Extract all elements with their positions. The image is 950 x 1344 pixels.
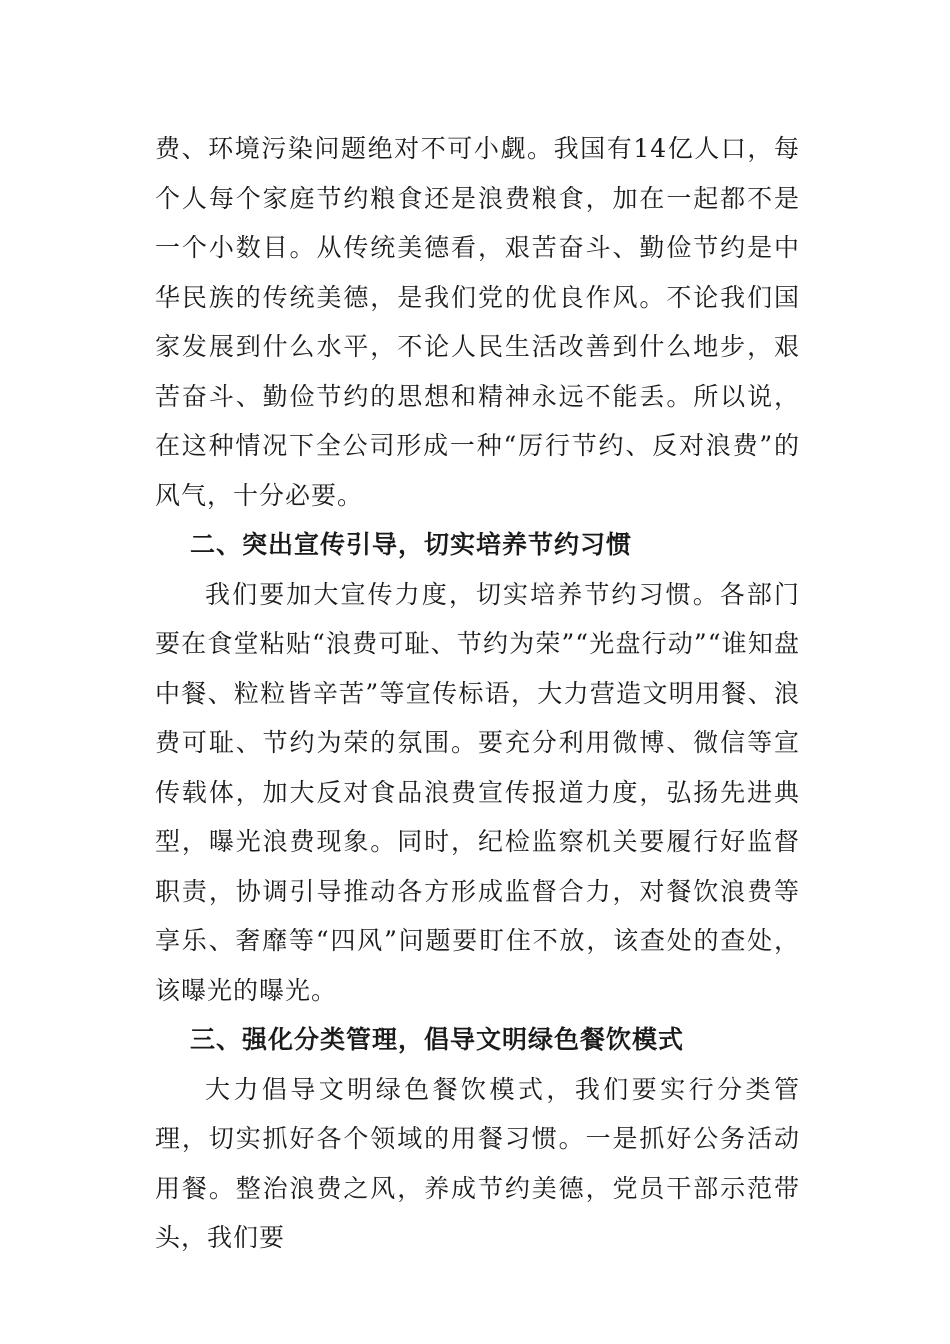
section-heading-3: 三、强化分类管理，倡导文明绿色餐饮模式 bbox=[190, 1025, 685, 1054]
section-heading-2: 二、突出宣传引导，切实培养节约习惯 bbox=[190, 530, 633, 559]
paragraph-section-2: 我们要加大宣传力度，切实培养节约习惯。各部门要在食堂粘贴“浪费可耻、节约为荣”“光盘行动”“谁知盘中餐、粒粒皆辛苦”等宣传标语，大力营造文明用餐、浪费可耻、节约为荣的氛围。要充分利用微博、微信等宣传载体，加大反对食品浪费宣传报道力度，弘扬先进典型，曝光浪费现象。同时，纪检监察机关要履行好监督职责，协调引导推动各方形成监督合力，对餐饮浪费等享乐、奢靡等“四风”问题要盯住不放，该查处的查处，该曝光的曝光。 bbox=[155, 579, 800, 1005]
document-body bbox=[155, 124, 800, 1263]
paragraph-intro-continued: 费、环境污染问题绝对不可小觑。我国有14亿人口，每个人每个家庭节约粮食还是浪费粮食，加在一起都不是一个小数目。从传统美德看，艰苦奋斗、勤俭节约是中华民族的传统美德，是我们党的优良作风。不论我们国家发展到什么水平，不论人民生活改善到什么地步，艰苦奋斗、勤俭节约的思想和精神永远不能丢。所以说，在这种情况下全公司形成一种“厉行节约、反对浪费”的风气，十分必要。 bbox=[155, 134, 800, 510]
paragraph-section-3: 大力倡导文明绿色餐饮模式，我们要实行分类管理，切实抓好各个领域的用餐习惯。一是抓好公务活动用餐。整治浪费之风，养成节约美德，党员干部示范带头，我们要 bbox=[155, 1074, 800, 1252]
